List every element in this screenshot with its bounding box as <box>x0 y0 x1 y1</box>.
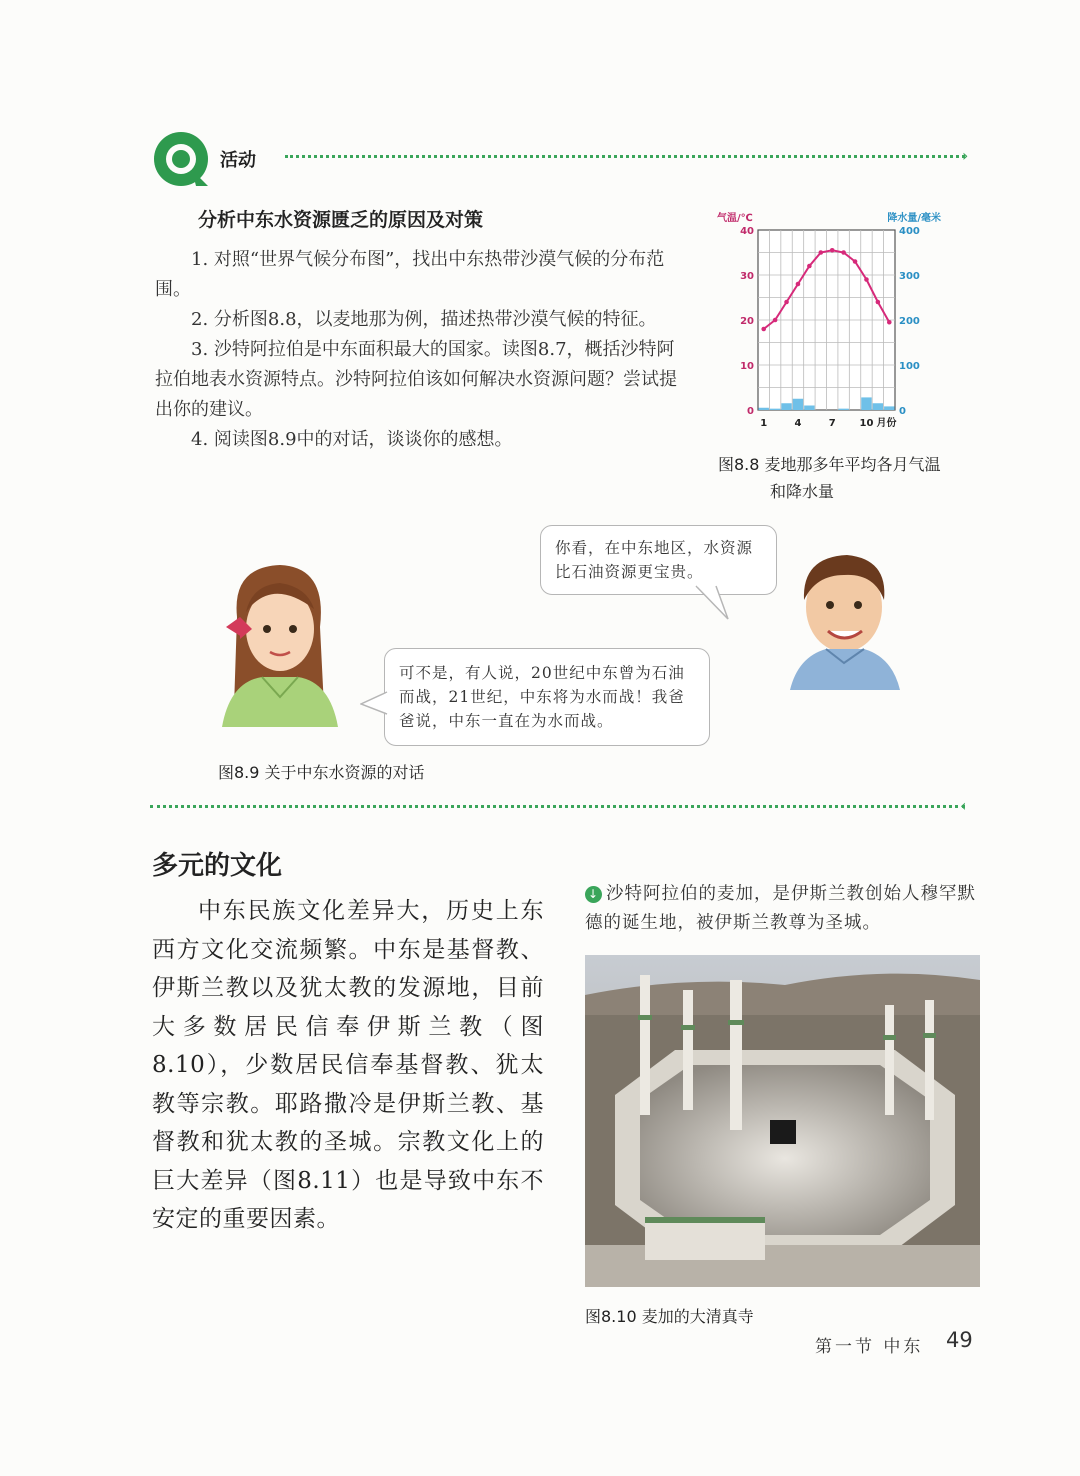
girl-speech-text: 可不是，有人说，20世纪中东曾为石油而战，21世纪，中东将为水而战！我爸爸说，中东一直在为水而战。 <box>399 664 685 730</box>
temperature-point <box>784 300 789 305</box>
right-axis-label: 降水量/毫米 <box>887 213 941 224</box>
section-title: 多元的文化 <box>152 851 283 881</box>
caption-line-1: 图8.8 麦地那多年平均各月气温 <box>718 455 941 474</box>
temperature-point <box>853 259 858 264</box>
precip-bar <box>759 408 769 410</box>
temperature-point <box>876 300 881 305</box>
precip-bar <box>793 399 803 410</box>
chevron-left-icon: ‹ <box>960 796 967 815</box>
temperature-point <box>887 320 892 325</box>
side-note <box>585 880 980 938</box>
activity-item-3: 3. 沙特阿拉伯是中东面积最大的国家。读图8.7，概括沙特阿拉伯地表水资源特点。沙特阿拉伯该如何解决水资源问题？尝试提出你的建议。 <box>155 339 677 420</box>
temperature-point <box>761 327 766 332</box>
activity-icon <box>152 130 210 188</box>
activity-label: 活动 <box>220 150 256 171</box>
left-axis-label: 气温/℃ <box>717 213 753 224</box>
temperature-point <box>807 264 812 269</box>
side-note-text: 沙特阿拉伯的麦加，是伊斯兰教创始人穆罕默德的诞生地，被伊斯兰教尊为圣城。 <box>585 884 976 933</box>
activity-divider <box>285 155 965 158</box>
precip-tick-label: 100 <box>899 361 920 372</box>
month-tick-label: 7 <box>828 418 836 429</box>
temperature-point <box>796 282 801 287</box>
precip-bar <box>838 409 848 410</box>
precip-bar <box>861 397 871 410</box>
precip-bar <box>804 406 814 411</box>
climate-chart <box>705 205 945 445</box>
precip-tick-label: 400 <box>899 226 920 237</box>
temp-tick-label: 30 <box>740 271 754 282</box>
figure-8-9-caption: 图8.9 关于中东水资源的对话 <box>218 763 425 782</box>
boy-bubble-tail <box>694 585 734 625</box>
precip-tick-label: 0 <box>899 406 906 417</box>
month-tick-label: 1 <box>760 418 768 429</box>
temp-tick-label: 10 <box>740 361 754 372</box>
figure-8-10-caption: 图8.10 麦加的大清真寺 <box>585 1307 754 1326</box>
arrow-down-circle-icon: ↓ <box>585 886 602 903</box>
footer-section: 第一节 中东 <box>815 1337 924 1357</box>
temp-tick-label: 20 <box>740 316 754 327</box>
temp-tick-label: 0 <box>747 406 754 417</box>
temperature-point <box>818 250 823 255</box>
precip-bar <box>781 403 791 410</box>
precip-tick-label: 300 <box>899 271 920 282</box>
temperature-point <box>864 277 869 282</box>
boy-speech-text: 你看，在中东地区，水资源比石油资源更宝贵。 <box>555 539 754 581</box>
activity-title: 分析中东水资源匮乏的原因及对策 <box>198 209 484 231</box>
precip-tick-label: 200 <box>899 316 920 327</box>
chevron-right-icon: › <box>962 146 969 165</box>
activity-item-2: 2. 分析图8.8，以麦地那为例，描述热带沙漠气候的特征。 <box>191 309 657 330</box>
temp-tick-label: 40 <box>740 226 754 237</box>
caption-line-2: 和降水量 <box>770 482 835 501</box>
activity-item-4: 4. 阅读图8.9中的对话，谈谈你的感想。 <box>191 429 513 450</box>
month-tick-label: 10 <box>859 418 874 429</box>
figure-8-8-caption <box>718 451 978 505</box>
temperature-point <box>841 250 846 255</box>
precip-bar <box>884 406 894 410</box>
precip-bar <box>873 403 883 410</box>
temperature-point <box>830 248 835 253</box>
activity-item-1: 1. 对照“世界气候分布图”，找出中东热带沙漠气候的分布范围。 <box>155 249 665 300</box>
mecca-mosque-photo <box>585 955 980 1287</box>
x-axis-unit: 月份 <box>876 418 897 429</box>
boy-illustration <box>782 545 907 690</box>
section-body: 中东民族文化差异大，历史上东西方文化交流频繁。中东是基督教、伊斯兰教以及犹太教的发源地，目前大多数居民信奉伊斯兰教（图8.10），少数居民信奉基督教、犹太教等宗教。耶路撒冷是伊斯兰教、基督教和犹太教的圣城。宗教文化上的巨大差异（图8.11）也是导致中东不安定的重要因素。 <box>152 898 544 1232</box>
boy-speech-bubble <box>540 525 777 595</box>
girl-bubble-tail <box>360 688 388 718</box>
girl-illustration <box>212 557 347 727</box>
precip-bar <box>770 409 780 410</box>
girl-speech-bubble <box>384 648 710 746</box>
activity-items <box>155 245 691 455</box>
month-tick-label: 4 <box>794 418 802 429</box>
page-number: 49 <box>946 1328 973 1352</box>
temperature-point <box>773 318 778 323</box>
activity-end-divider <box>150 805 965 808</box>
